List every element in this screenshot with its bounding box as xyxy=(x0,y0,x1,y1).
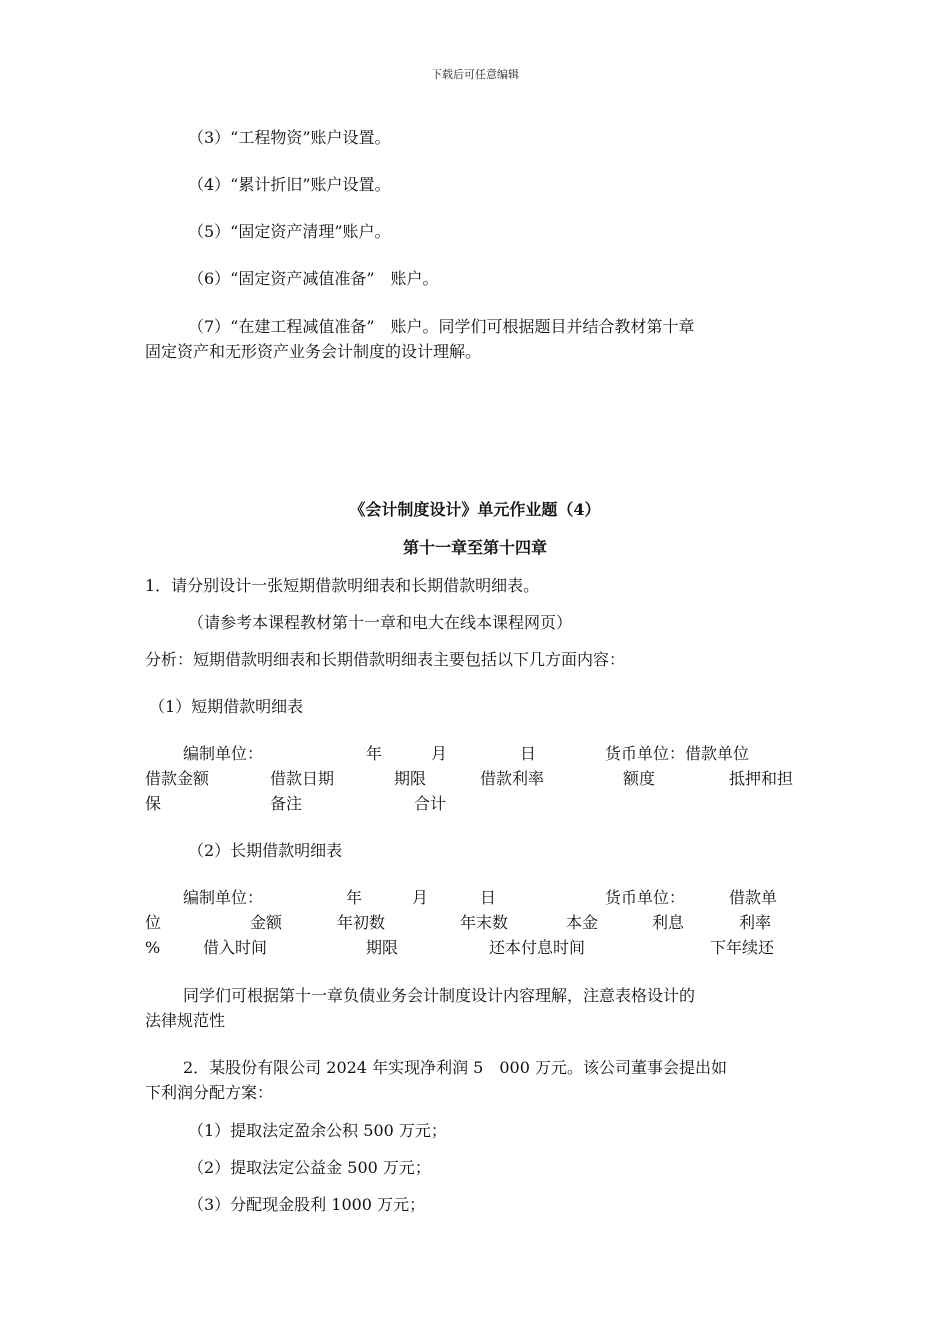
document-subtitle: 第十一章至第十四章 xyxy=(402,538,547,557)
long-col-closing: 年末数 xyxy=(460,913,509,932)
short-col-date: 借款日期 xyxy=(270,769,335,788)
question-1-hint: （请参考本课程教材第十一章和电大在线本课程网页） xyxy=(188,613,573,632)
long-header-day: 日 xyxy=(480,888,497,907)
short-header-currency: 货币单位：借款单位 xyxy=(605,744,750,763)
long-header-unit: 编制单位： xyxy=(183,888,264,907)
long-col-term: 期限 xyxy=(366,938,399,957)
item-5: （5）“固定资产清理”账户。 xyxy=(188,222,391,241)
short-header-day: 日 xyxy=(520,744,537,763)
question-2-item-2: （2）提取法定公益金 500 万元； xyxy=(188,1158,431,1177)
short-col-collateral-cont: 保 xyxy=(145,794,162,813)
long-col-interest: 利息 xyxy=(652,913,685,932)
question-1: 1．请分别设计一张短期借款明细表和长期借款明细表。 xyxy=(145,576,540,595)
long-col-repay-time: 还本付息时间 xyxy=(489,938,586,957)
note-line-2: 法律规范性 xyxy=(145,1011,226,1030)
short-col-rate: 借款利率 xyxy=(480,769,545,788)
short-header-year: 年 xyxy=(366,744,383,763)
document-title: 《会计制度设计》单元作业题（4） xyxy=(349,500,601,519)
item-7-line2: 固定资产和无形资产业务会计制度的设计理解。 xyxy=(145,342,482,361)
long-col-principal: 本金 xyxy=(566,913,599,932)
short-col-limit: 额度 xyxy=(623,769,656,788)
long-table-title: （2）长期借款明细表 xyxy=(188,841,343,860)
short-col-amount: 借款金额 xyxy=(145,769,210,788)
question-2-item-1: （1）提取法定盈余公积 500 万元； xyxy=(188,1121,447,1140)
short-header-unit: 编制单位： xyxy=(183,744,264,763)
short-col-total: 合计 xyxy=(414,794,447,813)
long-header-year: 年 xyxy=(346,888,363,907)
long-col-amount: 金额 xyxy=(250,913,283,932)
item-4: （4）“累计折旧”账户设置。 xyxy=(188,175,391,194)
long-header-borrower: 借款单 xyxy=(729,888,778,907)
question-2-item-3: （3）分配现金股利 1000 万元； xyxy=(188,1195,426,1214)
question-2-line1: 2．某股份有限公司 2024 年实现净利润 5 000 万元。该公司董事会提出如 xyxy=(183,1058,727,1077)
long-col-borrow-time: 借入时间 xyxy=(203,938,268,957)
long-col-rate: 利率 xyxy=(739,913,772,932)
note-line-1: 同学们可根据第十一章负债业务会计制度设计内容理解，注意表格设计的 xyxy=(183,986,696,1005)
analysis: 分析：短期借款明细表和长期借款明细表主要包括以下几方面内容： xyxy=(145,650,626,669)
item-6: （6）“固定资产减值准备” 账户。 xyxy=(188,269,439,288)
page-header: 下载后可任意编辑 xyxy=(431,68,519,81)
short-table-title: （1）短期借款明细表 xyxy=(149,697,304,716)
long-col-next-year: 下年续还 xyxy=(710,938,775,957)
long-col-borrower-cont: 位 xyxy=(145,913,162,932)
item-7-line1: （7）“在建工程减值准备” 账户。同学们可根据题目并结合教材第十章 xyxy=(188,317,695,336)
short-col-collateral: 抵押和担 xyxy=(729,769,794,788)
long-header-month: 月 xyxy=(412,888,429,907)
long-col-percent: % xyxy=(145,938,161,957)
long-header-currency: 货币单位： xyxy=(605,888,686,907)
item-3: （3）“工程物资”账户设置。 xyxy=(188,128,391,147)
question-2-line2: 下利润分配方案： xyxy=(145,1083,274,1102)
short-header-month: 月 xyxy=(431,744,448,763)
short-col-term: 期限 xyxy=(394,769,427,788)
long-col-opening: 年初数 xyxy=(337,913,386,932)
short-col-remarks: 备注 xyxy=(270,794,303,813)
